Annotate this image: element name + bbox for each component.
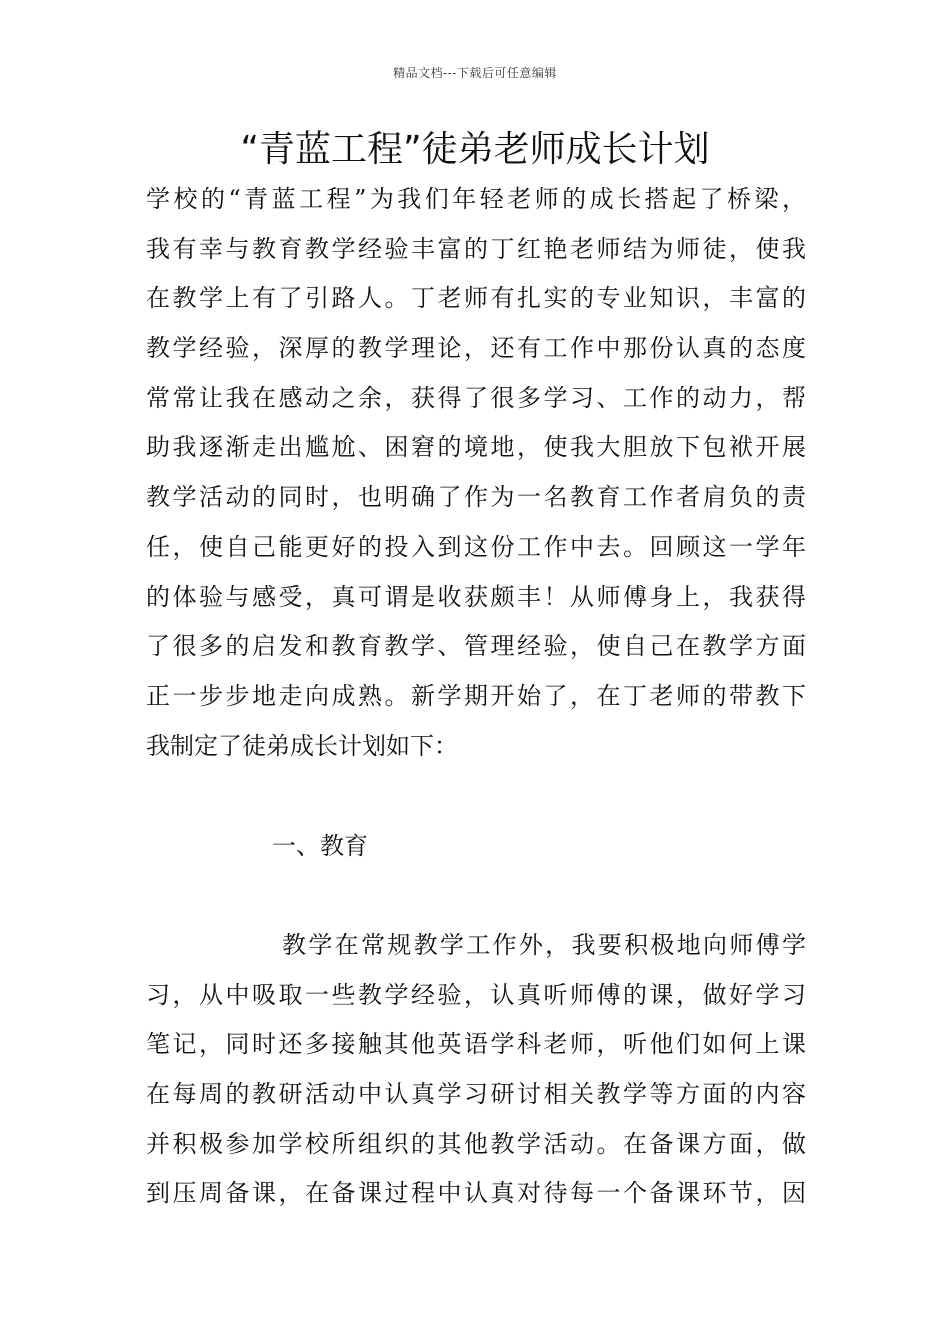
- paragraph-line: 我制定了徒弟成长计划如下：: [146, 731, 458, 760]
- paragraph-line: 教学在常规教学工作外，我要积极地向师傅学: [282, 931, 806, 959]
- paragraph-line: 在教学上有了引路人。丁老师有扎实的专业知识，丰富的: [146, 284, 806, 313]
- paragraph-line: 正一步步地走向成熟。新学期开始了，在丁老师的带教下: [146, 681, 806, 710]
- paragraph-line: 教学活动的同时，也明确了作为一名教育工作者肩负的责: [146, 483, 806, 512]
- paragraph-line: 教学经验，深厚的教学理论，还有工作中那份认真的态度: [146, 334, 806, 363]
- paragraph-line: 学校的“青蓝工程”为我们年轻老师的成长搭起了桥梁，: [146, 185, 806, 213]
- paragraph-line: 我有幸与教育教学经验丰富的丁红艳老师结为师徒，使我: [146, 234, 806, 263]
- paragraph-line: 的体验与感受，真可谓是收获颇丰！从师傅身上，我获得: [146, 582, 806, 611]
- paragraph-line: 在每周的教研活动中认真学习研讨相关教学等方面的内容: [146, 1080, 806, 1109]
- document-title: “青蓝工程”徒弟老师成长计划: [240, 129, 710, 170]
- paragraph-line: 并积极参加学校所组织的其他教学活动。在备课方面，做: [146, 1129, 806, 1158]
- paragraph-line: 任，使自己能更好的投入到这份工作中去。回顾这一学年: [146, 532, 806, 561]
- paragraph-intro: [146, 175, 806, 771]
- paragraph-education: [146, 921, 806, 1219]
- paragraph-line: 习，从中吸取一些教学经验，认真听师傅的课，做好学习: [146, 980, 806, 1009]
- header-note: 精品文档---下载后可任意编辑: [393, 66, 557, 80]
- paragraph-line: 常常让我在感动之余，获得了很多学习、工作的动力，帮: [146, 383, 806, 412]
- paragraph-line: 笔记，同时还多接触其他英语学科老师，听他们如何上课: [146, 1030, 806, 1059]
- section-heading: 一、教育: [272, 832, 368, 860]
- paragraph-line: 了很多的启发和教育教学、管理经验，使自己在教学方面: [146, 632, 806, 661]
- paragraph-line: 到压周备课，在备课过程中认真对待每一个备课环节，因: [146, 1179, 806, 1208]
- paragraph-line: 助我逐渐走出尴尬、困窘的境地，使我大胆放下包袱开展: [146, 433, 806, 462]
